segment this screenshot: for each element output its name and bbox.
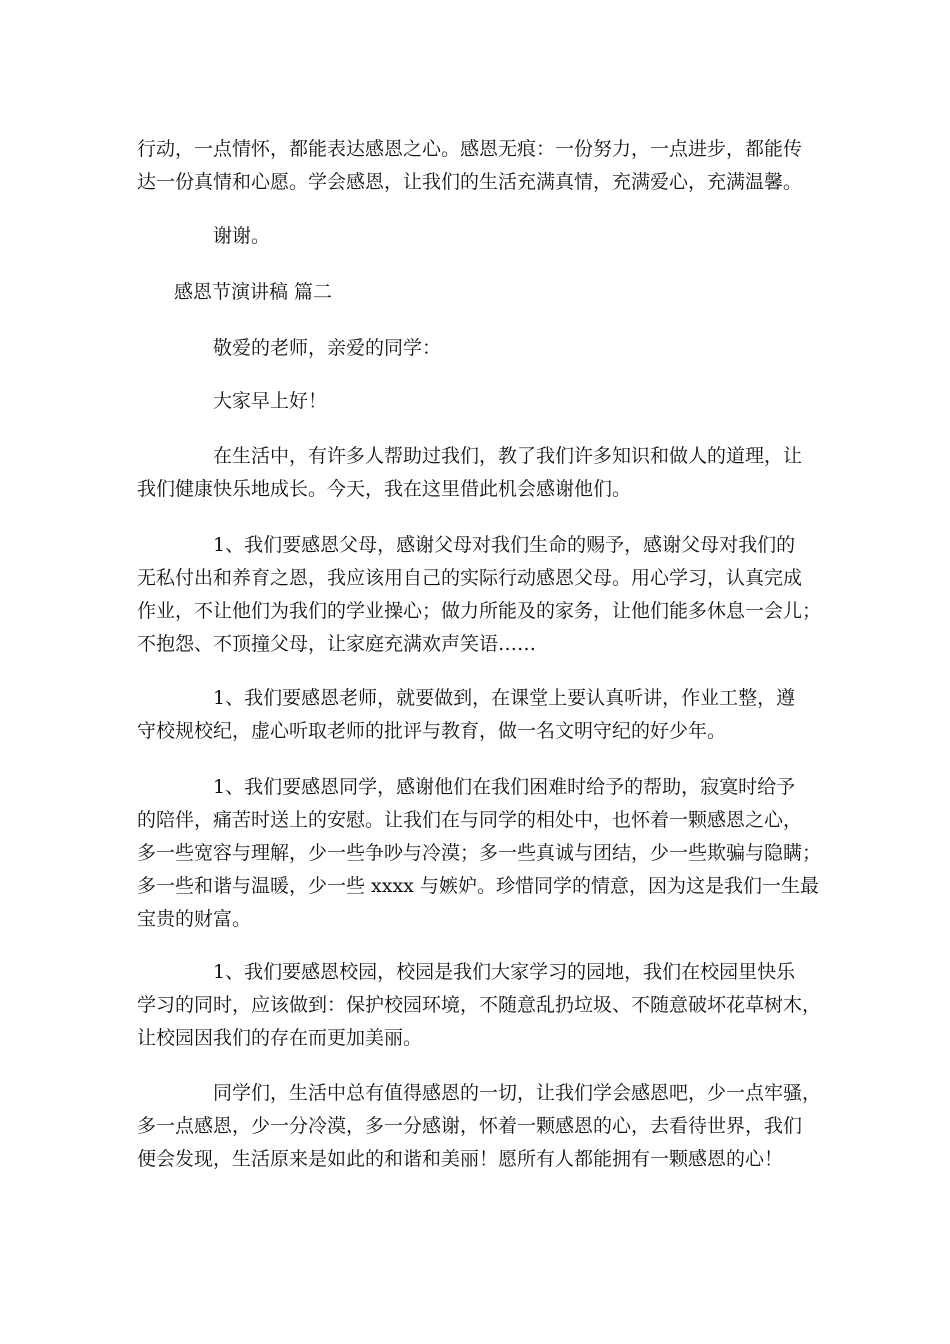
text-line: 同学们，生活中总有值得感恩的一切，让我们学会感恩吧，少一点牢骚， (213, 1082, 822, 1104)
text-line: 1、我们要感恩父母，感谢父母对我们生命的赐予，感谢父母对我们的 (213, 534, 796, 556)
text-line: 1、我们要感恩老师，就要做到，在课堂上要认真听讲，作业工整，遵 (213, 687, 796, 709)
text-line: 在生活中，有许多人帮助过我们，教了我们许多知识和做人的道理，让 (213, 445, 803, 467)
paragraph-conclusion (137, 1077, 822, 1176)
text-line: 多一些宽容与理解，少一些争吵与冷漠；多一些真诚与团结，少一些欺骗与隐瞒； (137, 842, 822, 864)
text-line: 不抱怨、不顶撞父母，让家庭充满欢声笑语…… (137, 633, 537, 655)
text-line: 1、我们要感恩同学，感谢他们在我们困难时给予的帮助，寂寞时给予 (213, 776, 796, 798)
text-line: 守校规校纪，虚心听取老师的批评与教育，做一名文明守纪的好少年。 (137, 720, 727, 742)
text-line: 达一份真情和心愿。学会感恩，让我们的生活充满真情，充满爱心，充满温馨。 (137, 171, 803, 193)
thanks-line: 谢谢。 (213, 225, 271, 247)
text-line: 作业，不让他们为我们的学业操心；做力所能及的家务，让他们能多休息一会儿； (137, 600, 822, 622)
paragraph-thank-classmates (137, 771, 822, 936)
text-line: 让校园因我们的存在而更加美丽。 (137, 1027, 423, 1049)
paragraph-thank-campus (137, 956, 822, 1055)
text-line: 无私付出和养育之恩，我应该用自己的实际行动感恩父母。用心学习，认真完成 (137, 567, 803, 589)
section-heading: 感恩节演讲稿 篇二 (174, 281, 333, 303)
text-line: 我们健康快乐地成长。今天，我在这里借此机会感谢他们。 (137, 478, 632, 500)
paragraph-gratitude-traceless (137, 133, 817, 199)
text-line: 宝贵的财富。 (137, 908, 252, 930)
paragraph-thank-teachers (137, 682, 817, 748)
text-line: 多一点感恩，少一分冷漠，多一分感谢，怀着一颗感恩的心，去看待世界，我们 (137, 1115, 803, 1137)
text-line: 1、我们要感恩校园，校园是我们大家学习的园地，我们在校园里快乐 (213, 961, 796, 983)
paragraph-intro (137, 440, 817, 506)
text-line: 学习的同时，应该做到：保护校园环境，不随意乱扔垃圾、不随意破坏花草树木， (137, 994, 822, 1016)
salutation: 敬爱的老师，亲爱的同学： (213, 337, 442, 359)
paragraph-thank-parents (137, 529, 822, 661)
greeting: 大家早上好！ (213, 390, 328, 412)
text-line: 多一些和谐与温暖，少一些 xxxx 与嫉妒。珍惜同学的情意，因为这是我们一生最 (137, 875, 819, 897)
text-line: 的陪伴，痛苦时送上的安慰。让我们在与同学的相处中，也怀着一颗感恩之心， (137, 809, 803, 831)
text-line: 行动，一点情怀，都能表达感恩之心。感恩无痕：一份努力，一点进步，都能传 (137, 138, 803, 160)
text-line: 便会发现，生活原来是如此的和谐和美丽！愿所有人都能拥有一颗感恩的心！ (137, 1148, 784, 1170)
